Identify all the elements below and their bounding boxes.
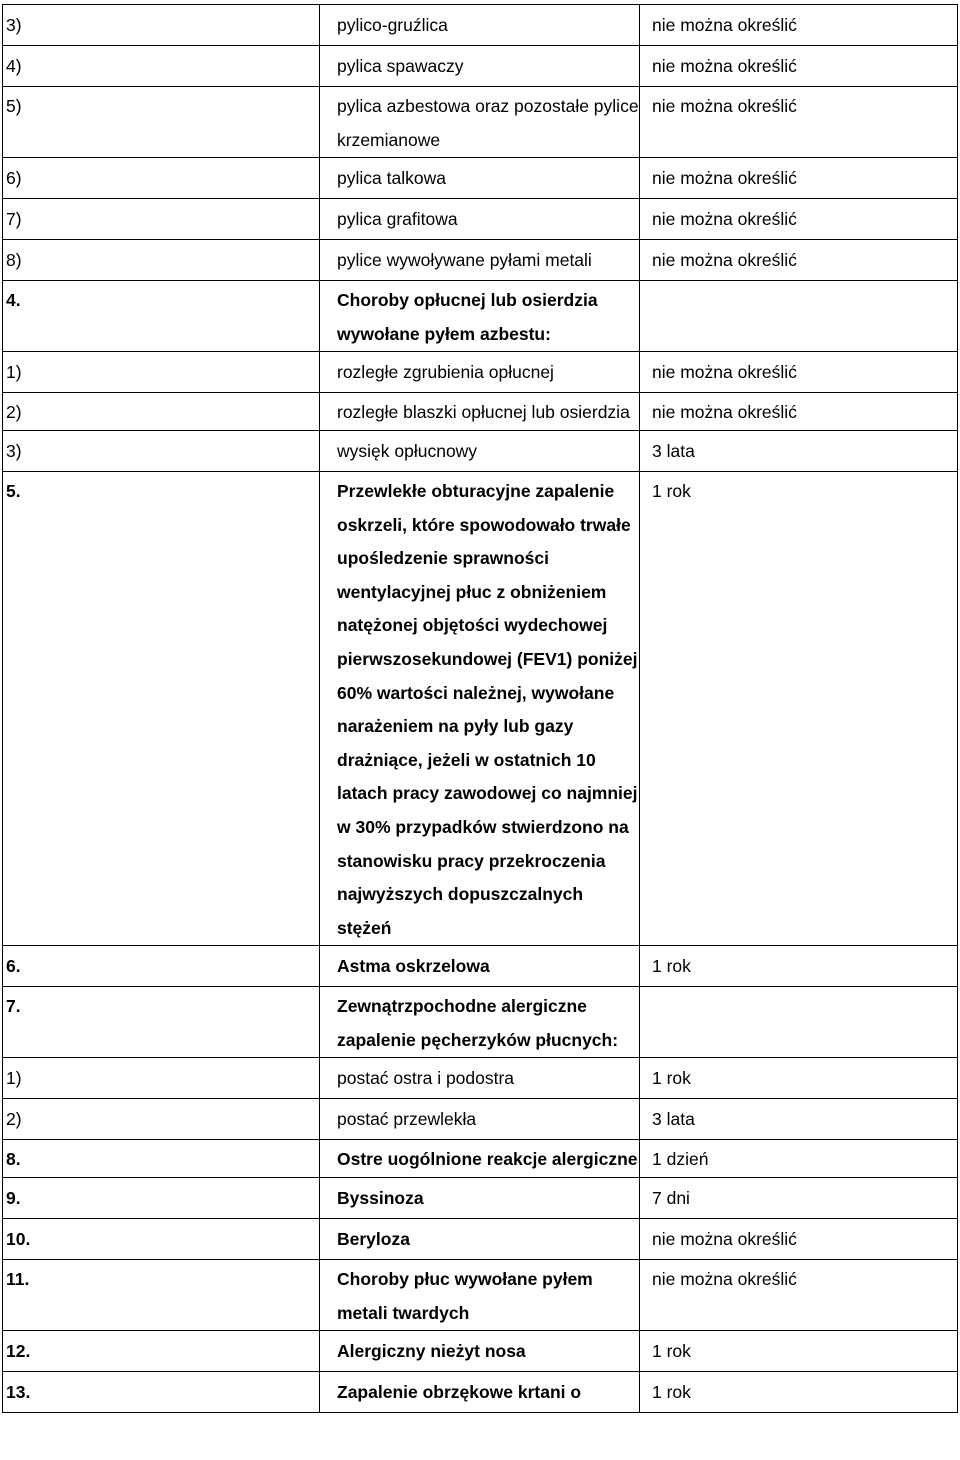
period: 1 rok [640, 946, 958, 987]
disease-table [2, 4, 958, 1413]
table-row [3, 352, 958, 393]
disease-name: postać ostra i podostra [320, 1058, 640, 1099]
section-row [3, 1178, 958, 1219]
disease-name: pylica grafitowa [320, 199, 640, 240]
disease-name: rozległe zgrubienia opłucnej [320, 352, 640, 393]
row-number: 2) [3, 393, 320, 431]
disease-name: pylica talkowa [320, 158, 640, 199]
section-number: 9. [3, 1178, 320, 1219]
period: nie można określić [640, 352, 958, 393]
period: 1 dzień [640, 1140, 958, 1178]
period: nie można określić [640, 393, 958, 431]
period: nie można określić [640, 46, 958, 87]
section-row [3, 471, 958, 945]
section-row [3, 1331, 958, 1372]
section-number: 10. [3, 1219, 320, 1260]
period: nie można określić [640, 1260, 958, 1331]
section-title: Astma oskrzelowa [320, 946, 640, 987]
period: nie można określić [640, 240, 958, 281]
period: 1 rok [640, 471, 958, 945]
section-number: 11. [3, 1260, 320, 1331]
section-number: 7. [3, 987, 320, 1058]
section-row [3, 946, 958, 987]
period: 7 dni [640, 1178, 958, 1219]
section-row [3, 1219, 958, 1260]
period: 3 lata [640, 430, 958, 471]
section-title: Przewlekłe obturacyjne zapalenie oskrzeli, które spowodowało trwałe upośledzenie sprawności wentylacyjnej płuc z obniżeniem natężonej objętości wydechowej pierwszosekundowej (FEV1) poniżej 60% wartości należnej, wywołane narażeniem na pyły lub gazy drażniące, jeżeli w ostatnich 10 latach pracy zawodowej co najmniej w 30% przypadków stwierdzono na stanowisku pracy przekroczenia najwyższych dopuszczalnych stężeń [320, 471, 640, 945]
row-number: 3) [3, 5, 320, 46]
period: nie można określić [640, 158, 958, 199]
table-row [3, 87, 958, 158]
disease-name: pylica azbestowa oraz pozostałe pylice krzemianowe [320, 87, 640, 158]
period: nie można określić [640, 1219, 958, 1260]
period: 1 rok [640, 1058, 958, 1099]
period: 3 lata [640, 1099, 958, 1140]
row-number: 7) [3, 199, 320, 240]
section-row [3, 987, 958, 1058]
disease-name: pylico-gruźlica [320, 5, 640, 46]
table-row [3, 158, 958, 199]
row-number: 2) [3, 1099, 320, 1140]
section-row [3, 281, 958, 352]
section-title: Zewnątrzpochodne alergiczne zapalenie pęcherzyków płucnych: [320, 987, 640, 1058]
section-row [3, 1260, 958, 1331]
section-number: 6. [3, 946, 320, 987]
period: nie można określić [640, 87, 958, 158]
section-number: 4. [3, 281, 320, 352]
disease-name: pylice wywoływane pyłami metali [320, 240, 640, 281]
section-number: 8. [3, 1140, 320, 1178]
section-title: Beryloza [320, 1219, 640, 1260]
period: 1 rok [640, 1331, 958, 1372]
period: 1 rok [640, 1372, 958, 1413]
table-row [3, 5, 958, 46]
section-title: Alergiczny nieżyt nosa [320, 1331, 640, 1372]
table-row [3, 46, 958, 87]
section-row [3, 1140, 958, 1178]
row-number: 3) [3, 430, 320, 471]
section-title: Ostre uogólnione reakcje alergiczne [320, 1140, 640, 1178]
section-title: Choroby płuc wywołane pyłem metali twardych [320, 1260, 640, 1331]
row-number: 1) [3, 1058, 320, 1099]
row-number: 1) [3, 352, 320, 393]
table-row [3, 199, 958, 240]
section-number: 13. [3, 1372, 320, 1413]
table-row [3, 1058, 958, 1099]
disease-name: rozległe blaszki opłucnej lub osierdzia [320, 393, 640, 431]
period: nie można określić [640, 199, 958, 240]
period: nie można określić [640, 5, 958, 46]
table-row [3, 240, 958, 281]
row-number: 4) [3, 46, 320, 87]
period [640, 987, 958, 1058]
section-number: 12. [3, 1331, 320, 1372]
section-title: Zapalenie obrzękowe krtani o [320, 1372, 640, 1413]
disease-name: postać przewlekła [320, 1099, 640, 1140]
table-row [3, 430, 958, 471]
table-row [3, 393, 958, 431]
section-number: 5. [3, 471, 320, 945]
table-row [3, 1099, 958, 1140]
disease-name: wysięk opłucnowy [320, 430, 640, 471]
row-number: 6) [3, 158, 320, 199]
period [640, 281, 958, 352]
disease-name: pylica spawaczy [320, 46, 640, 87]
row-number: 5) [3, 87, 320, 158]
section-title: Choroby opłucnej lub osierdzia wywołane pyłem azbestu: [320, 281, 640, 352]
section-title: Byssinoza [320, 1178, 640, 1219]
section-row [3, 1372, 958, 1413]
row-number: 8) [3, 240, 320, 281]
